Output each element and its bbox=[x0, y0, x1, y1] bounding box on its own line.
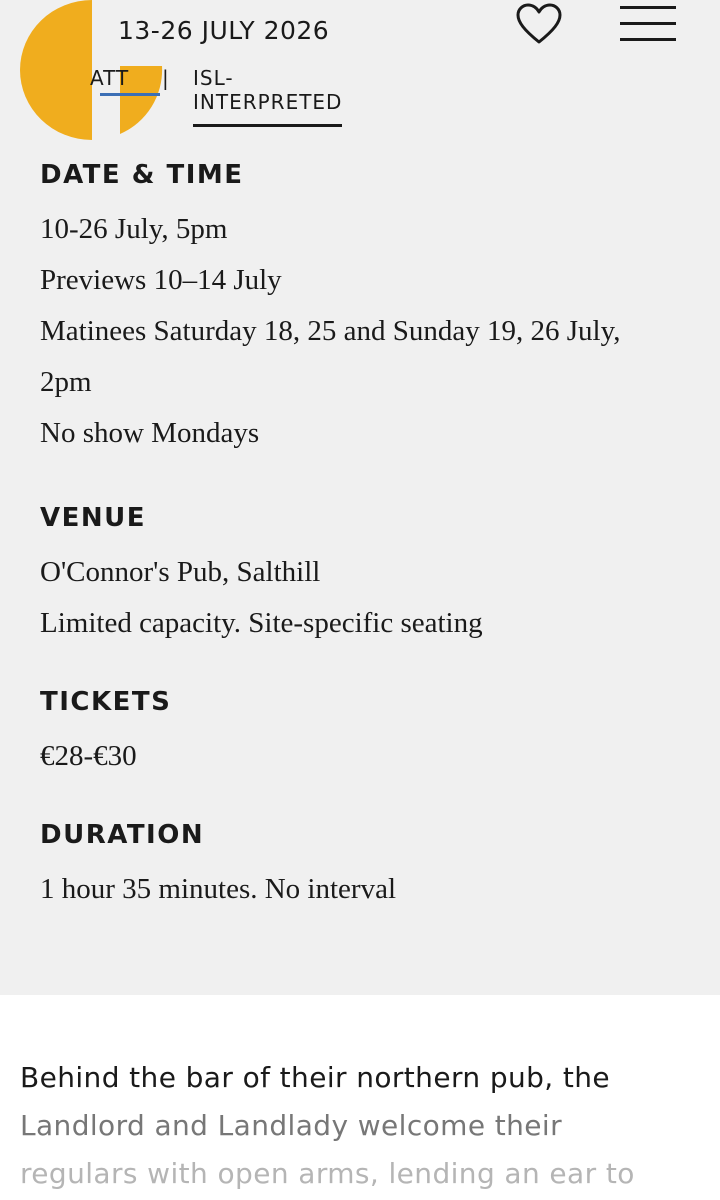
venue-section bbox=[40, 503, 700, 649]
menu-icon-bar bbox=[620, 38, 676, 41]
duration-label: DURATION bbox=[40, 820, 205, 850]
menu-button[interactable] bbox=[618, 6, 678, 42]
tab-partial[interactable] bbox=[90, 66, 160, 96]
event-description bbox=[0, 995, 720, 1200]
no-show-text: No show Mondays bbox=[40, 417, 260, 449]
venue-label: VENUE bbox=[40, 503, 147, 533]
description-line: Landlord and Landlady welcome their bbox=[20, 1109, 562, 1142]
duration-section bbox=[40, 820, 700, 915]
date-time-label: DATE & TIME bbox=[40, 160, 244, 190]
matinees-text: Matinees Saturday 18, 25 and Sunday 19, 26 July, bbox=[40, 315, 621, 347]
venue-note: Limited capacity. Site-specific seating bbox=[40, 607, 483, 639]
event-details bbox=[40, 160, 700, 953]
page-header bbox=[0, 0, 720, 120]
matinees-time: 2pm bbox=[40, 366, 92, 398]
previews-text: Previews 10–14 July bbox=[40, 264, 282, 296]
tickets-price: €28-€30 bbox=[40, 740, 137, 772]
description-line: regulars with open arms, lending an ear to bbox=[20, 1157, 635, 1190]
tickets-label: TICKETS bbox=[40, 687, 172, 717]
duration-value: 1 hour 35 minutes. No interval bbox=[40, 873, 397, 905]
favorite-button[interactable] bbox=[514, 2, 564, 46]
tab-underline bbox=[100, 93, 160, 96]
tab-isl-interpreted[interactable]: ISL-INTERPRETED bbox=[193, 66, 342, 127]
festival-dates: 13-26 JULY 2026 bbox=[118, 16, 330, 45]
heart-icon bbox=[514, 2, 564, 46]
date-time-section bbox=[40, 160, 700, 459]
tab-separator: | bbox=[162, 66, 169, 90]
date-time-main: 10-26 July, 5pm bbox=[40, 213, 228, 245]
venue-name: O'Connor's Pub, Salthill bbox=[40, 556, 321, 588]
menu-icon-bar bbox=[620, 22, 676, 25]
tab-partial-label: ATT bbox=[90, 66, 130, 90]
menu-icon-bar bbox=[620, 6, 676, 9]
description-line: Behind the bar of their northern pub, the bbox=[20, 1061, 611, 1094]
tickets-section bbox=[40, 687, 700, 782]
